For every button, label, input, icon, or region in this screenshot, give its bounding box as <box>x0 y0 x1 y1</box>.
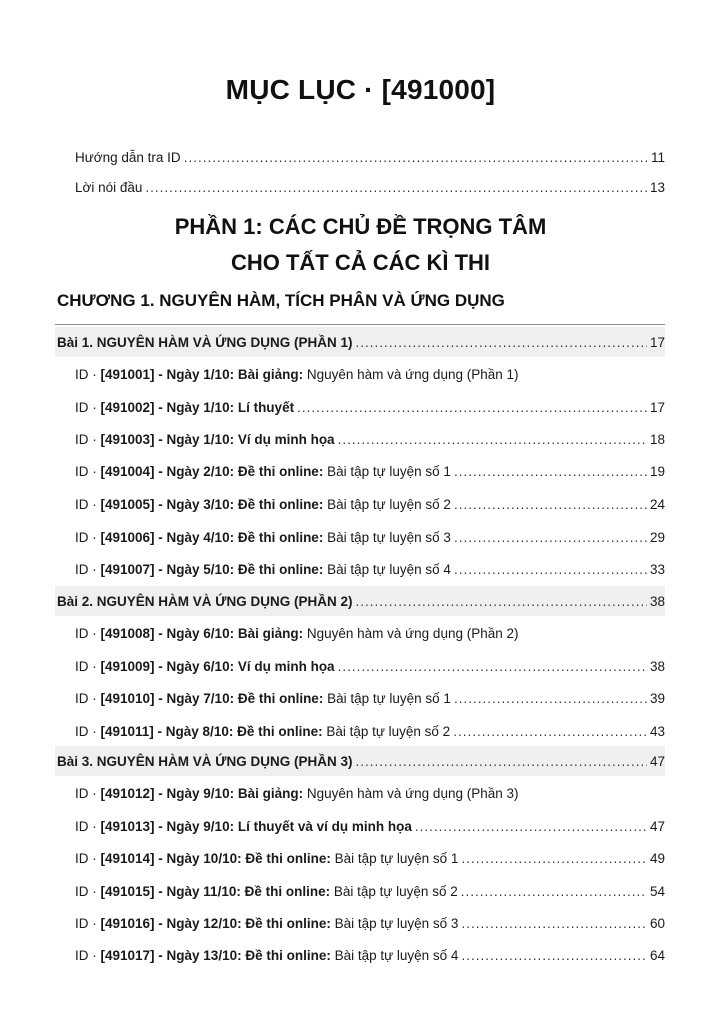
item-page: 43 <box>649 723 665 739</box>
dot-leader <box>454 562 647 577</box>
item-id: [491005] - Ngày 3/10: Đề thi online: <box>100 496 324 512</box>
item-page: 54 <box>649 883 665 899</box>
item-desc: Bài tập tự luyện số 1 <box>323 690 451 706</box>
item-prefix: ID · <box>75 366 101 382</box>
item-id: [491006] - Ngày 4/10: Đề thi online: <box>100 529 324 545</box>
item-prefix: ID · <box>75 496 101 512</box>
entry-label: Lời nói đầu <box>75 179 143 195</box>
part-heading-line1: PHẦN 1: CÁC CHỦ ĐỀ TRỌNG TÂM <box>174 214 547 239</box>
toc-item[interactable] <box>75 940 665 970</box>
item-page: 33 <box>649 561 665 577</box>
dot-leader <box>145 180 647 195</box>
dot-leader <box>297 400 647 415</box>
dot-leader <box>338 432 647 447</box>
lesson-page: 38 <box>649 593 665 609</box>
item-id: [491011] - Ngày 8/10: Đề thi online: <box>100 723 323 739</box>
item-desc: Bài tập tự luyện số 2 <box>330 883 458 899</box>
item-desc: Bài tập tự luyện số 1 <box>323 463 451 479</box>
item-id: [491015] - Ngày 11/10: Đề thi online: <box>100 883 331 899</box>
lesson-title: Bài 1. NGUYÊN HÀM VÀ ỨNG DỤNG (PHẦN 1) <box>57 334 353 350</box>
item-desc: Bài tập tự luyện số 2 <box>322 723 451 739</box>
toc-item[interactable] <box>75 456 665 486</box>
item-id: [491010] - Ngày 7/10: Đề thi online: <box>100 690 324 706</box>
entry-page: 11 <box>650 149 665 165</box>
item-desc: Bài tập tự luyện số 4 <box>330 947 459 963</box>
item-prefix: ID · <box>75 658 101 674</box>
dot-leader <box>454 497 647 512</box>
item-page: 24 <box>649 496 665 512</box>
lesson-heading[interactable] <box>55 327 665 357</box>
toc-item[interactable] <box>75 651 665 681</box>
item-desc: Bài tập tự luyện số 3 <box>330 915 459 931</box>
item-prefix: ID · <box>75 561 101 577</box>
item-prefix: ID · <box>75 785 101 801</box>
chapter-divider <box>55 324 665 325</box>
item-desc: Bài tập tự luyện số 3 <box>323 529 451 545</box>
lesson-heading[interactable] <box>55 746 665 776</box>
item-desc: Nguyên hàm và ứng dụng (Phần 3) <box>303 785 519 801</box>
chapter-heading: CHƯƠNG 1. NGUYÊN HÀM, TÍCH PHÂN VÀ ỨNG DỤNG <box>57 291 505 310</box>
item-page: 39 <box>649 690 665 706</box>
item-prefix: ID · <box>75 723 101 739</box>
item-page: 49 <box>649 850 665 866</box>
item-id: [491012] - Ngày 9/10: Bài giảng: <box>100 785 304 801</box>
dot-leader <box>461 948 647 963</box>
entry-page: 13 <box>649 179 665 195</box>
item-id: [491017] - Ngày 13/10: Đề thi online: <box>100 947 331 963</box>
item-id: [491002] - Ngày 1/10: Lí thuyết <box>100 399 295 415</box>
dot-leader <box>355 335 646 350</box>
item-page: 47 <box>649 818 665 834</box>
lesson-page: 17 <box>649 334 665 350</box>
item-prefix: ID · <box>75 850 101 866</box>
item-desc: Nguyên hàm và ứng dụng (Phần 1) <box>303 366 519 382</box>
item-id: [491004] - Ngày 2/10: Đề thi online: <box>100 463 324 479</box>
toc-entry-guide[interactable] <box>75 142 665 172</box>
toc-item[interactable] <box>75 843 665 873</box>
toc-item[interactable] <box>75 716 665 746</box>
dot-leader <box>454 530 647 545</box>
dot-leader <box>184 150 648 165</box>
toc-item[interactable] <box>75 554 665 584</box>
item-page: 18 <box>649 431 665 447</box>
toc-item[interactable] <box>75 876 665 906</box>
lesson-page: 47 <box>649 753 665 769</box>
item-desc: Nguyên hàm và ứng dụng (Phần 2) <box>303 625 519 641</box>
toc-item[interactable] <box>75 489 665 519</box>
item-page: 19 <box>649 463 665 479</box>
toc-item[interactable] <box>75 908 665 938</box>
item-id: [491007] - Ngày 5/10: Đề thi online: <box>100 561 324 577</box>
item-page: 60 <box>649 915 665 931</box>
dot-leader <box>461 884 647 899</box>
toc-item[interactable] <box>75 811 665 841</box>
lesson-title: Bài 2. NGUYÊN HÀM VÀ ỨNG DỤNG (PHẦN 2) <box>57 593 353 609</box>
item-prefix: ID · <box>75 431 101 447</box>
item-page: 29 <box>649 529 665 545</box>
page-title: MỤC LỤC · [491000] <box>225 74 496 105</box>
item-id: [491001] - Ngày 1/10: Bài giảng: <box>100 366 304 382</box>
entry-label: Hướng dẫn tra ID <box>75 149 181 165</box>
toc-item[interactable] <box>75 522 665 552</box>
item-id: [491008] - Ngày 6/10: Bài giảng: <box>100 625 304 641</box>
item-prefix: ID · <box>75 399 101 415</box>
item-prefix: ID · <box>75 818 101 834</box>
item-page: 38 <box>649 658 665 674</box>
toc-item[interactable] <box>75 618 665 648</box>
item-id: [491009] - Ngày 6/10: Ví dụ minh họa <box>100 658 335 674</box>
item-id: [491003] - Ngày 1/10: Ví dụ minh họa <box>100 431 335 447</box>
item-prefix: ID · <box>75 529 101 545</box>
dot-leader <box>355 754 646 769</box>
item-prefix: ID · <box>75 947 101 963</box>
item-id: [491016] - Ngày 12/10: Đề thi online: <box>100 915 331 931</box>
item-id: [491014] - Ngày 10/10: Đề thi online: <box>100 850 331 866</box>
item-desc: Bài tập tự luyện số 4 <box>323 561 451 577</box>
dot-leader <box>454 464 647 479</box>
dot-leader <box>454 691 647 706</box>
item-desc: Bài tập tự luyện số 1 <box>330 850 459 866</box>
lesson-heading[interactable] <box>55 586 665 616</box>
dot-leader <box>453 724 647 739</box>
item-prefix: ID · <box>75 690 101 706</box>
toc-entry-foreword[interactable] <box>75 172 665 202</box>
dot-leader <box>461 916 647 931</box>
item-desc: Bài tập tự luyện số 2 <box>323 496 451 512</box>
item-page: 17 <box>649 399 665 415</box>
item-prefix: ID · <box>75 915 101 931</box>
toc-item[interactable] <box>75 683 665 713</box>
item-prefix: ID · <box>75 463 101 479</box>
item-prefix: ID · <box>75 625 101 641</box>
dot-leader <box>461 851 647 866</box>
part-heading-line2: CHO TẤT CẢ CÁC KÌ THI <box>230 250 491 275</box>
dot-leader <box>415 819 647 834</box>
lesson-title: Bài 3. NGUYÊN HÀM VÀ ỨNG DỤNG (PHẦN 3) <box>57 753 353 769</box>
dot-leader <box>338 659 647 674</box>
toc-item[interactable] <box>75 778 665 808</box>
toc-item[interactable] <box>75 359 665 389</box>
item-page: 64 <box>649 947 665 963</box>
dot-leader <box>355 594 646 609</box>
toc-item[interactable] <box>75 392 665 422</box>
toc-item[interactable] <box>75 424 665 454</box>
item-id: [491013] - Ngày 9/10: Lí thuyết và ví dụ minh họa <box>100 818 412 834</box>
item-prefix: ID · <box>75 883 101 899</box>
